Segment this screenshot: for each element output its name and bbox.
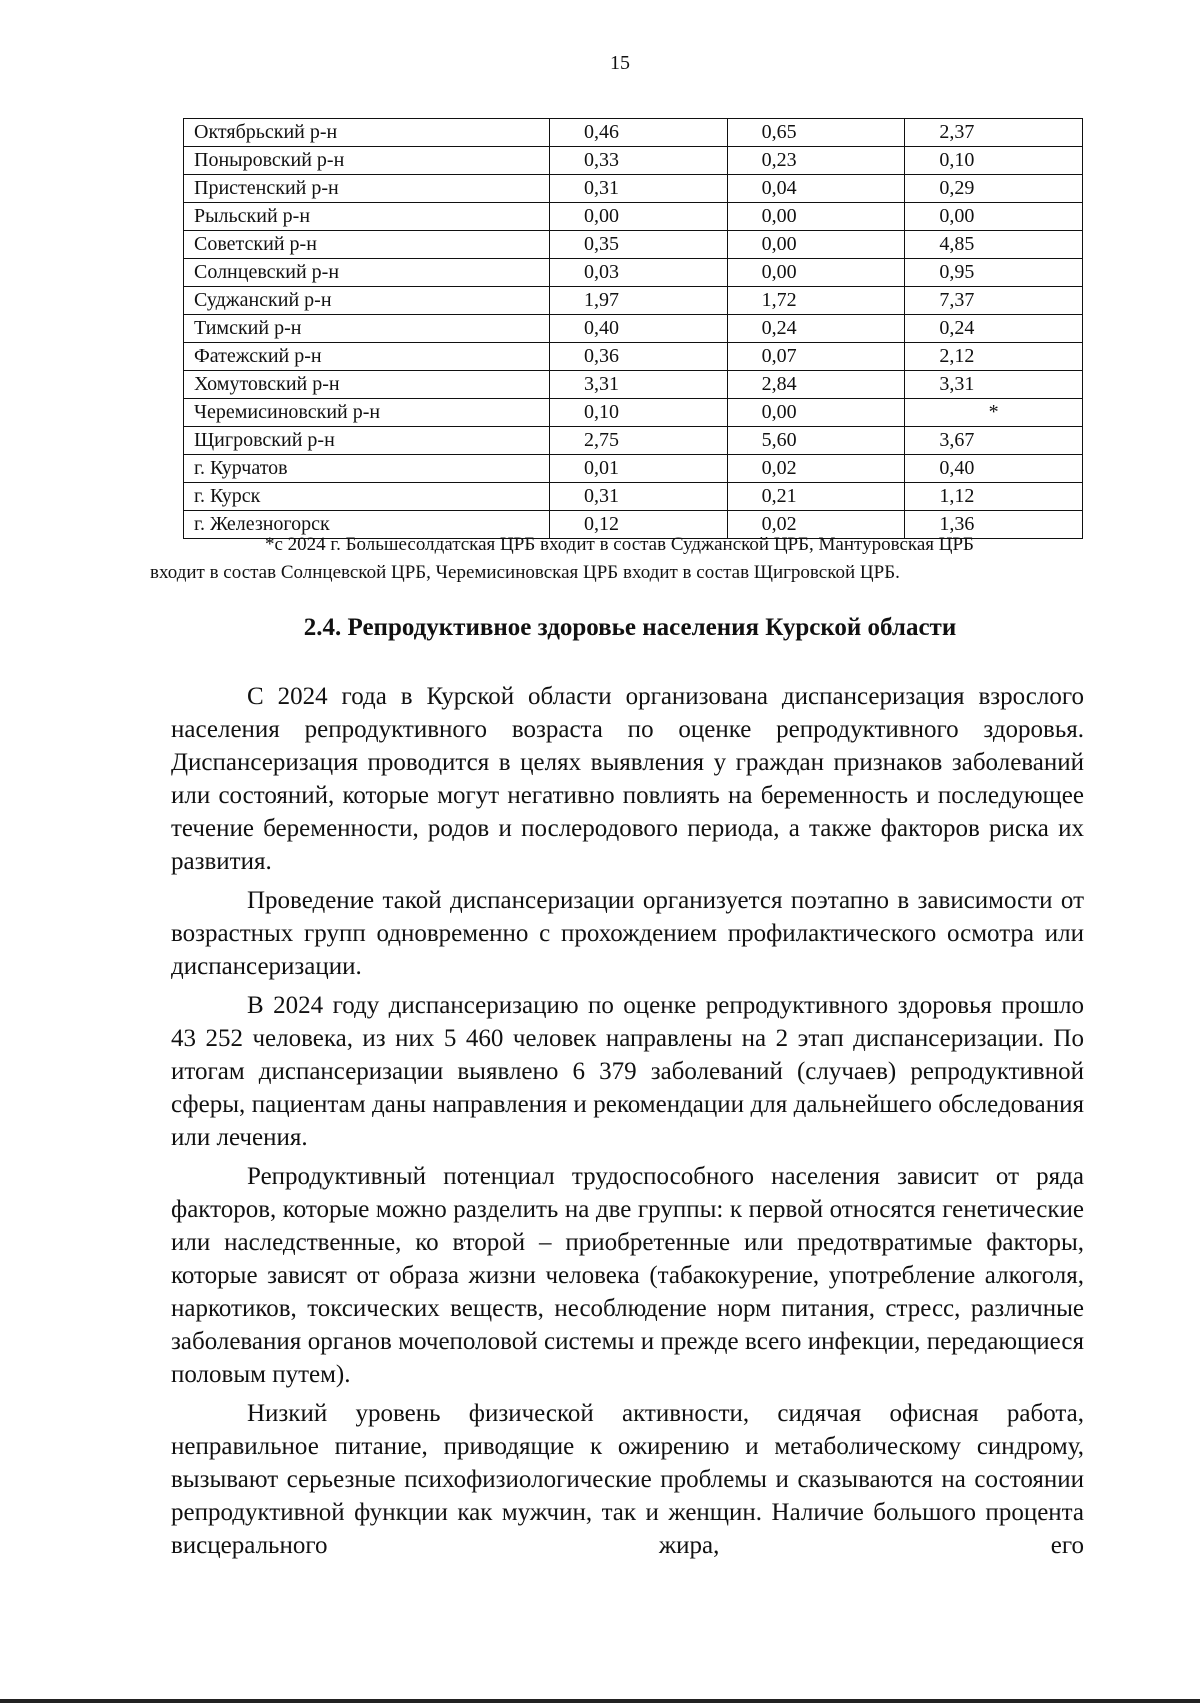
footnote-line-1: *с 2024 г. Большесолдатская ЦРБ входит в состав Суджанской ЦРБ, Мантуровская ЦРБ bbox=[265, 534, 974, 555]
district-cell: г. Курчатов bbox=[184, 455, 550, 483]
district-cell: Тимский р-н bbox=[184, 315, 550, 343]
value-cell-1: 2,75 bbox=[549, 427, 727, 455]
value-cell-2: 0,65 bbox=[727, 119, 905, 147]
value-cell-1: 0,10 bbox=[549, 399, 727, 427]
district-cell: Поныровский р-н bbox=[184, 147, 550, 175]
value-cell-1: 0,00 bbox=[549, 203, 727, 231]
body-text bbox=[171, 680, 1084, 1568]
value-cell-1: 0,35 bbox=[549, 231, 727, 259]
value-cell-2: 1,72 bbox=[727, 287, 905, 315]
value-cell-1: 0,31 bbox=[549, 175, 727, 203]
table-row bbox=[184, 119, 1083, 147]
district-cell: Суджанский р-н bbox=[184, 287, 550, 315]
table-footnote bbox=[150, 531, 1100, 587]
paragraph: С 2024 года в Курской области организована диспансеризация взрослого населения репродуктивного возраста по оценке репродуктивного здоровья. Диспансеризация проводится в целях выявления у граждан признаков заболеваний или состояний, которые могут негативно повлиять на беременность и последующее течение беременности, родов и послеродового периода, а также факторов риска их развития. bbox=[171, 683, 1084, 875]
value-cell-1: 0,12 bbox=[549, 511, 727, 539]
value-cell-3: 2,12 bbox=[905, 343, 1083, 371]
value-cell-2: 2,84 bbox=[727, 371, 905, 399]
district-cell: Рыльский р-н bbox=[184, 203, 550, 231]
district-cell: Советский р-н bbox=[184, 231, 550, 259]
value-cell-2: 0,24 bbox=[727, 315, 905, 343]
value-cell-2: 0,00 bbox=[727, 203, 905, 231]
district-cell: Пристенский р-н bbox=[184, 175, 550, 203]
value-cell-2: 0,00 bbox=[727, 399, 905, 427]
value-cell-3: 4,85 bbox=[905, 231, 1083, 259]
value-cell-3: 1,36 bbox=[905, 511, 1083, 539]
table-row bbox=[184, 315, 1083, 343]
table-row bbox=[184, 399, 1083, 427]
paragraph: Низкий уровень физической активности, сидячая офисная работа, неправильное питание, приводящие к ожирению и метаболическому синдрому, вызывают серьезные психофизиологические проблемы и сказываются на состоянии репродуктивной функции как мужчин, так и женщин. Наличие большого процента висцерального жира, его bbox=[171, 1400, 1084, 1559]
value-cell-3: 0,10 bbox=[905, 147, 1083, 175]
value-cell-2: 0,02 bbox=[727, 511, 905, 539]
value-cell-2: 0,00 bbox=[727, 259, 905, 287]
value-cell-1: 1,97 bbox=[549, 287, 727, 315]
table-row bbox=[184, 203, 1083, 231]
value-cell-1: 0,33 bbox=[549, 147, 727, 175]
district-cell: Фатежский р-н bbox=[184, 343, 550, 371]
district-cell: Солнцевский р-н bbox=[184, 259, 550, 287]
value-cell-2: 0,02 bbox=[727, 455, 905, 483]
value-cell-3: 3,67 bbox=[905, 427, 1083, 455]
district-cell: Хомутовский р-н bbox=[184, 371, 550, 399]
value-cell-2: 0,07 bbox=[727, 343, 905, 371]
table-row bbox=[184, 287, 1083, 315]
table-row bbox=[184, 371, 1083, 399]
table-row bbox=[184, 455, 1083, 483]
table-row bbox=[184, 259, 1083, 287]
district-cell: г. Курск bbox=[184, 483, 550, 511]
value-cell-2: 0,21 bbox=[727, 483, 905, 511]
table-row bbox=[184, 147, 1083, 175]
value-cell-2: 0,00 bbox=[727, 231, 905, 259]
value-cell-3: 0,40 bbox=[905, 455, 1083, 483]
value-cell-1: 3,31 bbox=[549, 371, 727, 399]
value-cell-3: 0,29 bbox=[905, 175, 1083, 203]
table-row bbox=[184, 175, 1083, 203]
value-cell-1: 0,46 bbox=[549, 119, 727, 147]
district-data-table bbox=[183, 118, 1083, 539]
district-cell: Щигровский р-н bbox=[184, 427, 550, 455]
value-cell-1: 0,01 bbox=[549, 455, 727, 483]
table-row bbox=[184, 483, 1083, 511]
value-cell-2: 0,04 bbox=[727, 175, 905, 203]
value-cell-3: 0,24 bbox=[905, 315, 1083, 343]
table-row bbox=[184, 427, 1083, 455]
district-cell: г. Железногорск bbox=[184, 511, 550, 539]
value-cell-1: 0,40 bbox=[549, 315, 727, 343]
value-cell-3: 0,00 bbox=[905, 203, 1083, 231]
value-cell-1: 0,31 bbox=[549, 483, 727, 511]
footnote-line-2: входит в состав Солнцевской ЦРБ, Черемисиновская ЦРБ входит в состав Щигровской ЦРБ. bbox=[150, 562, 900, 583]
value-cell-3: * bbox=[905, 399, 1083, 427]
value-cell-3: 1,12 bbox=[905, 483, 1083, 511]
table-row bbox=[184, 343, 1083, 371]
value-cell-3: 3,31 bbox=[905, 371, 1083, 399]
paragraph: Проведение такой диспансеризации организуется поэтапно в зависимости от возрастных групп одновременно с прохождением профилактического осмотра или диспансеризации. bbox=[171, 887, 1084, 980]
value-cell-1: 0,03 bbox=[549, 259, 727, 287]
table-row bbox=[184, 231, 1083, 259]
district-cell: Октябрьский р-н bbox=[184, 119, 550, 147]
value-cell-2: 5,60 bbox=[727, 427, 905, 455]
value-cell-2: 0,23 bbox=[727, 147, 905, 175]
value-cell-3: 7,37 bbox=[905, 287, 1083, 315]
scan-bottom-edge bbox=[0, 1699, 1200, 1703]
paragraph: В 2024 году диспансеризацию по оценке репродуктивного здоровья прошло 43 252 человека, из них 5 460 человек направлены на 2 этап диспансеризации. По итогам диспансеризации выявлено 6 379 заболеваний (случаев) репродуктивной сферы, пациентам даны направления и рекомендации для дальнейшего обследования или лечения. bbox=[171, 992, 1084, 1151]
table-body bbox=[184, 119, 1083, 539]
page-number: 15 bbox=[610, 52, 630, 74]
paragraph: Репродуктивный потенциал трудоспособного населения зависит от ряда факторов, которые можно разделить на две группы: к первой относятся генетические или наследственные, ко второй – приобретенные или предотвратимые факторы, которые зависят от образа жизни человека (табакокурение, употребление алкоголя, наркотиков, токсических веществ, несоблюдение норм питания, стресс, различные заболевания органов мочеполовой системы и прежде всего инфекции, передающиеся половым путем). bbox=[171, 1163, 1084, 1388]
value-cell-3: 2,37 bbox=[905, 119, 1083, 147]
value-cell-3: 0,95 bbox=[905, 259, 1083, 287]
district-cell: Черемисиновский р-н bbox=[184, 399, 550, 427]
value-cell-1: 0,36 bbox=[549, 343, 727, 371]
section-heading: 2.4. Репродуктивное здоровье населения Курской области bbox=[303, 614, 957, 641]
